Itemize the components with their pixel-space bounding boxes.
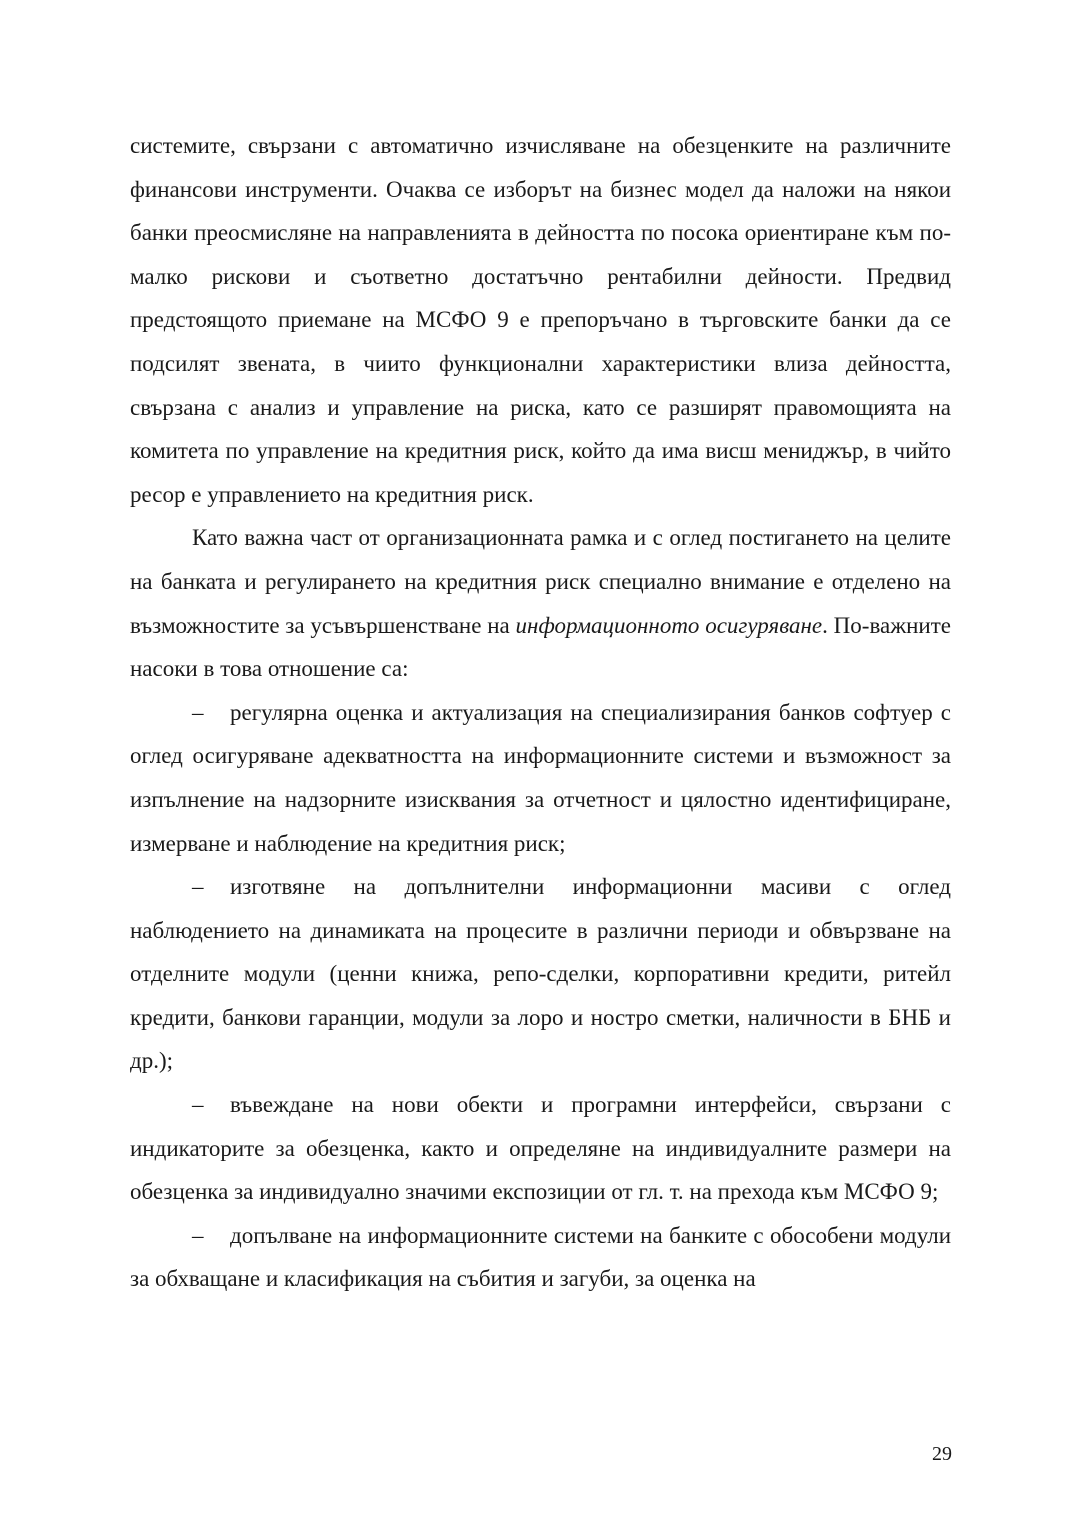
bullet-text: допълване на информационните системи на банките с обособени модули за обхващане и класификация на събития и загуби, за оценка на xyxy=(130,1222,951,1292)
bullet-item xyxy=(130,865,951,1083)
emphasized-term: информационното осигуряване xyxy=(515,612,823,638)
bullet-text: въвеждане на нови обекти и програмни интерфейси, свързани с индикаторите за обезценка, както и определяне на индивидуалните размери на обезценка за индивидуално значими експозиции от гл. т. на прехода към МСФО 9; xyxy=(130,1092,951,1205)
bullet-item xyxy=(130,691,951,865)
bullet-dash: – xyxy=(192,1092,204,1118)
bullet-dash: – xyxy=(192,1222,204,1248)
bullet-text: регулярна оценка и актуализация на специализирания банков софтуер с оглед осигуряване адекватността на информационните системи и възможност за изпълнение на надзорните изисквания за отчетност и цялостно идентифициране, измерване и наблюдение на кредитния риск; xyxy=(130,699,951,856)
page-number: 29 xyxy=(932,1443,952,1465)
paragraph-continuation: системите, свързани с автоматично изчисляване на обезценките на различните финансови инструменти. Очаква се изборът на бизнес модел да наложи на някои банки преосмисляне на направленията в дейността по посока ориентиране към по-малко рискови и съответно достатъчно рентабилни дейности. Предвид предстоящото приемане на МСФО 9 е препоръчано в търговските банки да се подсилят звената, в чиито функционални характеристики влиза дейността, свързана с анализ и управление на риска, като се разширят правомощията на комитета по управление на кредитния риск, който да има висш мениджър, в чийто ресор е управлението на кредитния риск. xyxy=(130,133,951,507)
bullet-item xyxy=(130,1083,951,1214)
bullet-item xyxy=(130,1214,951,1301)
bullet-text: изготвяне на допълнителни информационни масиви с оглед наблюдението на динамиката на процесите в различни периоди и обвързване на отделните модули (ценни книжа, репо-сделки, корпоративни кредити, ритейл кредити, банкови гаранции, модули за лоро и ностро сметки, наличности в БНБ и др.); xyxy=(130,874,951,1074)
document-body xyxy=(130,124,951,1301)
bullet-dash: – xyxy=(192,874,204,900)
bullet-dash: – xyxy=(192,699,204,725)
paragraph-text-after: . По-важните насоки в това отношение са: xyxy=(130,612,951,682)
paragraph-information-support xyxy=(130,516,951,690)
paragraph-text-before: Като важна част от организационната рамка и с оглед постигането на целите на банката и регулирането на кредитния риск специално внимание е отделено на възможностите за усъвършенстване на xyxy=(130,525,951,638)
